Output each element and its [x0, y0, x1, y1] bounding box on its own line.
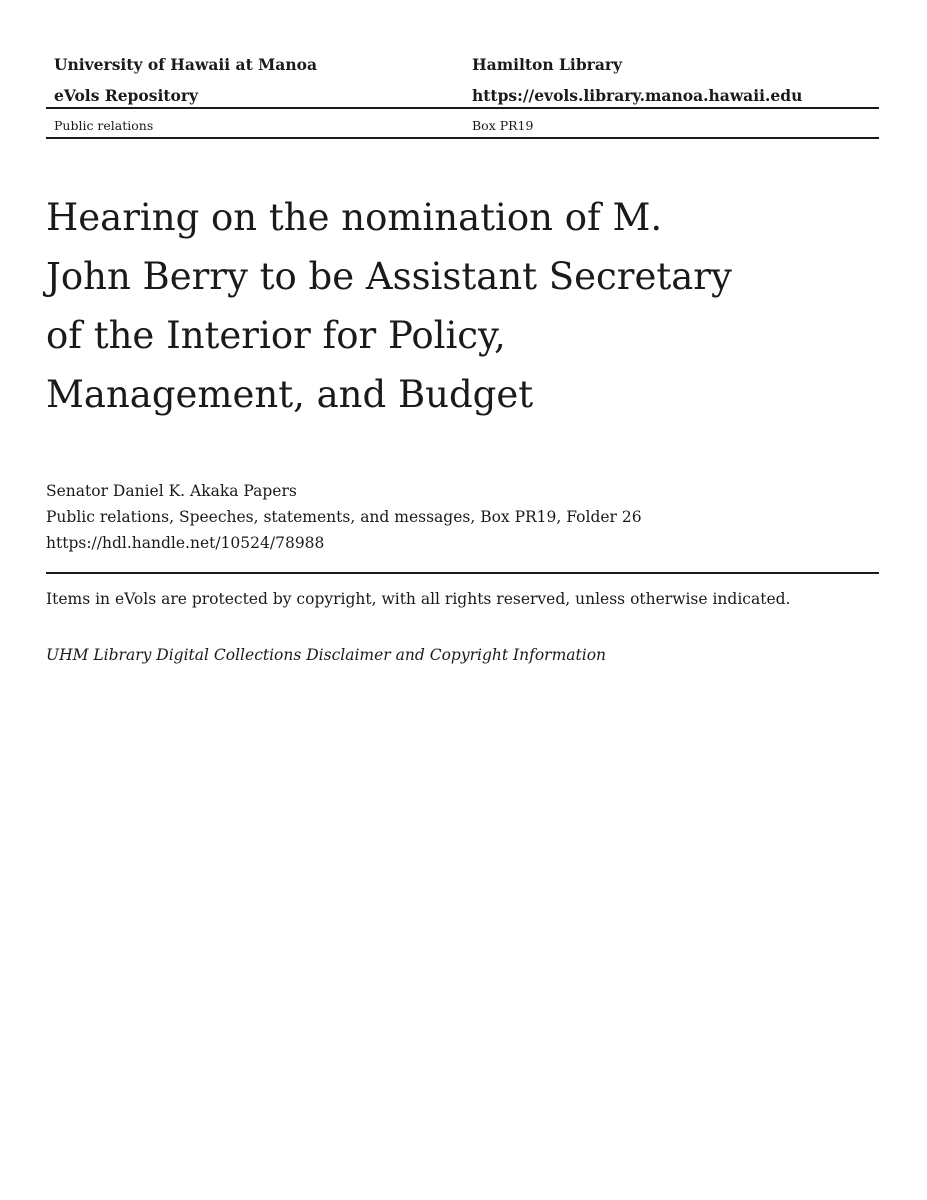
rights-statement: Items in eVols are protected by copyright, with all rights reserved, unless otherwise indicated. [46, 590, 791, 608]
title-line: of the Interior for Policy, [46, 314, 506, 357]
collection-name: Senator Daniel K. Akaka Papers [46, 482, 297, 500]
header-table [46, 52, 879, 114]
handle-link[interactable]: https://hdl.handle.net/10524/78988 [46, 534, 325, 552]
document-metadata [46, 478, 879, 556]
title-line: John Berry to be Assistant Secretary [46, 255, 732, 298]
series-label: Public relations [54, 118, 154, 133]
title-line: Management, and Budget [46, 373, 534, 416]
repository-name: eVols Repository [54, 86, 199, 105]
folder-location: Public relations, Speeches, statements, and messages, Box PR19, Folder 26 [46, 508, 642, 526]
library-name: Hamilton Library [472, 55, 623, 74]
header-subrow [46, 116, 879, 136]
subrow-divider [46, 137, 879, 139]
header-row-1 [46, 52, 879, 83]
disclaimer-link[interactable]: UHM Library Digital Collections Disclaimer and Copyright Information [46, 646, 607, 664]
title-line: Hearing on the nomination of M. [46, 196, 663, 239]
header-row-2 [46, 83, 879, 114]
header-divider [46, 107, 879, 109]
box-label: Box PR19 [472, 118, 534, 133]
institution-name: University of Hawaii at Manoa [54, 55, 317, 74]
repository-url: https://evols.library.manoa.hawaii.edu [472, 86, 803, 105]
metadata-divider [46, 572, 879, 574]
document-title [46, 188, 806, 424]
